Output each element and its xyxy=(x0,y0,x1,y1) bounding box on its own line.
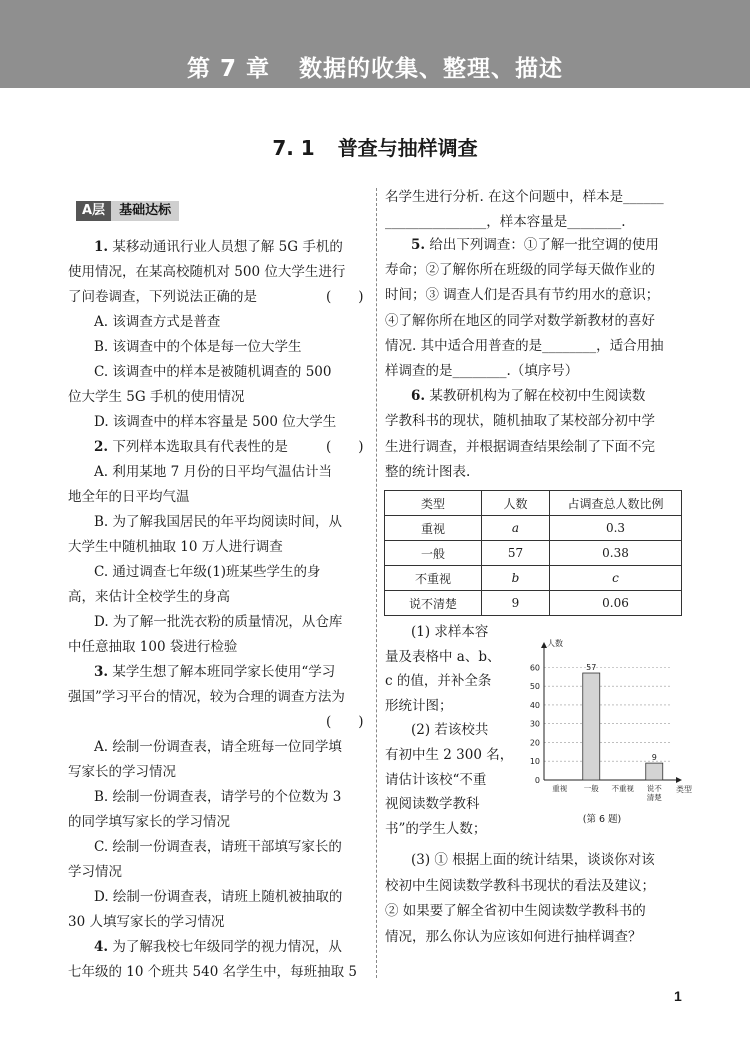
left-text-line: 1. 某移动通讯行业人员想了解 5G 手机的 xyxy=(94,239,343,255)
left-text-line: A. 该调查方式是普查 xyxy=(94,314,221,330)
chapter-label: 第 7 章 xyxy=(186,56,270,82)
table-cell: c xyxy=(550,566,682,591)
left-text-line: C. 通过调查七年级(1)班某些学生的身 xyxy=(94,564,321,580)
table-cell: b xyxy=(482,566,550,591)
x-axis-arrow xyxy=(676,777,682,783)
table-cell: 一般 xyxy=(385,541,482,566)
left-text-line: 使用情况，在某高校随机对 500 位大学生进行 xyxy=(68,264,346,280)
table-cell: 0.06 xyxy=(550,591,682,616)
right-text-line: 情况. 其中适合用普查的是________，适合用抽 xyxy=(385,337,664,354)
page-number: 1 xyxy=(674,988,682,1004)
y-tick-label: 10 xyxy=(529,757,540,767)
data-label: 9 xyxy=(651,753,657,763)
x-tick-label: 清楚 xyxy=(646,793,662,802)
table-cell: a xyxy=(482,516,550,541)
table-cell: 0.3 xyxy=(550,516,682,541)
data-label: 57 xyxy=(586,663,597,673)
q6-tail-line: ② 如果要了解全省初中生阅读数学教科书的 xyxy=(385,903,646,919)
left-text-line: 2. 下列样本选取具有代表性的是 xyxy=(94,439,288,455)
answer-blank[interactable]: ( ) xyxy=(326,439,364,455)
left-text-line: 七年级的 10 个班共 540 名学生中，每班抽取 5 xyxy=(68,964,357,980)
x-axis-label: 类型 xyxy=(676,785,692,794)
table-row xyxy=(385,566,682,591)
column-divider xyxy=(376,188,377,978)
table-header: 类型 xyxy=(385,491,482,516)
table-header: 人数 xyxy=(482,491,550,516)
y-tick-label: 20 xyxy=(529,738,540,748)
section-number: 7. 1 xyxy=(272,136,315,160)
left-text-line: 高，来估计全校学生的身高 xyxy=(68,589,230,605)
right-text-line: 学教科书的现状，随机抽取了某校部分初中学 xyxy=(385,413,655,430)
table-cell: 57 xyxy=(482,541,550,566)
left-text-line: 4. 为了解我校七年级同学的视力情况，从 xyxy=(94,939,342,955)
bar xyxy=(583,673,600,780)
right-text-line: 5. 给出下列调查：①了解一批空调的使用 xyxy=(411,237,659,253)
left-text-line: 3. 某学生想了解本班同学家长使用“学习 xyxy=(94,664,336,680)
left-text-line: D. 为了解一批洗衣粉的质量情况，从仓库 xyxy=(94,614,343,630)
left-text-line: 位大学生 5G 手机的使用情况 xyxy=(68,389,245,405)
level-tag xyxy=(76,201,179,221)
y-tick-label: 40 xyxy=(529,700,540,710)
section-name: 普查与抽样调查 xyxy=(337,136,478,160)
table-row xyxy=(385,541,682,566)
q6-tail-line: (3) ① 根据上面的统计结果，谈谈你对该 xyxy=(411,852,655,868)
right-text-line: 6. 某教研机构为了解在校初中生阅读数 xyxy=(411,388,646,405)
answer-blank[interactable]: ( ) xyxy=(326,714,364,730)
x-tick-label: 不重视 xyxy=(611,784,634,793)
table-cell: 重视 xyxy=(385,516,482,541)
section-title xyxy=(0,132,750,161)
right-text-line: 生进行调查，并根据调查结果绘制了下面不完 xyxy=(385,438,655,455)
left-text-line: A. 利用某地 7 月份的日平均气温估计当 xyxy=(94,464,333,480)
y-tick-label: 50 xyxy=(529,682,540,692)
table-header-row xyxy=(385,491,682,516)
stats-table xyxy=(384,490,682,616)
answer-blank[interactable]: ( ) xyxy=(326,289,364,305)
q6-text-line: c 的值，并补全条 xyxy=(385,673,492,690)
table-cell: 0.38 xyxy=(550,541,682,566)
left-text-line: D. 绘制一份调查表，请班上随机被抽取的 xyxy=(94,889,343,905)
left-text-line: 学习情况 xyxy=(68,864,122,880)
left-text-line: 写家长的学习情况 xyxy=(68,764,176,780)
table-header: 占调查总人数比例 xyxy=(550,491,682,516)
table-cell: 9 xyxy=(482,591,550,616)
table-cell: 说不清楚 xyxy=(385,591,482,616)
right-text-line: 寿命；②了解你所在班级的同学每天做作业的 xyxy=(385,262,655,279)
y-tick-label: 0 xyxy=(534,776,540,785)
q6-text-line: 视阅读数学教科 xyxy=(385,796,480,813)
right-text-line: ④了解你所在地区的同学对数学新教材的喜好 xyxy=(385,312,655,329)
left-text-line: D. 该调查中的样本容量是 500 位大学生 xyxy=(94,414,337,430)
right-text-line: 名学生进行分析. 在这个问题中，样本是______ xyxy=(385,189,664,205)
q6-text-line: 书”的学生人数； xyxy=(385,820,487,837)
table-row xyxy=(385,591,682,616)
x-tick-label: 一般 xyxy=(583,784,599,793)
q6-text-line: 有初中生 2 300 名， xyxy=(385,747,514,763)
chapter-name: 数据的收集、整理、描述 xyxy=(299,56,564,82)
chart-caption: (第 6 题) xyxy=(582,814,622,825)
left-text-line: 30 人填写家长的学习情况 xyxy=(68,914,225,930)
level-tag-code: A层 xyxy=(76,201,111,221)
q6-text-line: 量及表格中 a、b、 xyxy=(385,648,501,665)
left-text-line: 地全年的日平均气温 xyxy=(68,489,190,505)
bar-chart xyxy=(520,636,692,832)
left-text-line: B. 为了解我国居民的年平均阅读时间，从 xyxy=(94,514,343,530)
left-text-line: B. 该调查中的个体是每一位大学生 xyxy=(94,339,302,355)
y-tick-label: 60 xyxy=(529,663,540,673)
q6-tail-line: 校初中生阅读数学教科书现状的看法及建议； xyxy=(385,877,655,894)
q6-text-line: (2) 若该校共 xyxy=(411,722,489,739)
right-text-line: 时间；③ 调查人们是否具有节约用水的意识； xyxy=(385,287,660,304)
bar xyxy=(646,763,663,780)
y-axis-label: 人数 xyxy=(547,639,563,648)
left-text-line: 大学生中随机抽取 10 万人进行调查 xyxy=(68,539,283,555)
left-text-line: 的同学填写家长的学习情况 xyxy=(68,814,230,830)
y-tick-label: 30 xyxy=(529,719,540,729)
left-text-line: B. 绘制一份调查表，请学号的个位数为 3 xyxy=(94,789,342,805)
left-text-line: 强国”学习平台的情况，较为合理的调查方法为 xyxy=(68,689,345,705)
x-tick-label: 重视 xyxy=(552,784,568,793)
x-tick-label: 说不 xyxy=(646,784,662,793)
left-text-line: 中任意抽取 100 袋进行检验 xyxy=(68,639,238,655)
left-text-line: C. 绘制一份调查表，请班干部填写家长的 xyxy=(94,839,342,855)
left-text-line: A. 绘制一份调查表，请全班每一位同学填 xyxy=(94,739,342,755)
level-tag-name: 基础达标 xyxy=(111,201,179,221)
left-text-line: 了问卷调查，下列说法正确的是 xyxy=(68,289,257,305)
q6-text-line: 形统计图； xyxy=(385,697,453,714)
q6-text-line: (1) 求样本容 xyxy=(411,624,489,640)
right-text-line: 样调查的是________.（填序号） xyxy=(385,363,579,379)
left-text-line: C. 该调查中的样本是被随机调查的 500 xyxy=(94,364,332,380)
right-text-line: _______________，样本容量是________. xyxy=(385,214,626,230)
q6-tail-line: 情况，那么你认为应该如何进行抽样调查？ xyxy=(385,928,642,945)
q6-text-line: 请估计该校“不重 xyxy=(385,771,487,788)
chapter-title xyxy=(0,50,750,83)
table-row xyxy=(385,516,682,541)
table-cell: 不重视 xyxy=(385,566,482,591)
right-text-line: 整的统计图表. xyxy=(385,463,471,480)
